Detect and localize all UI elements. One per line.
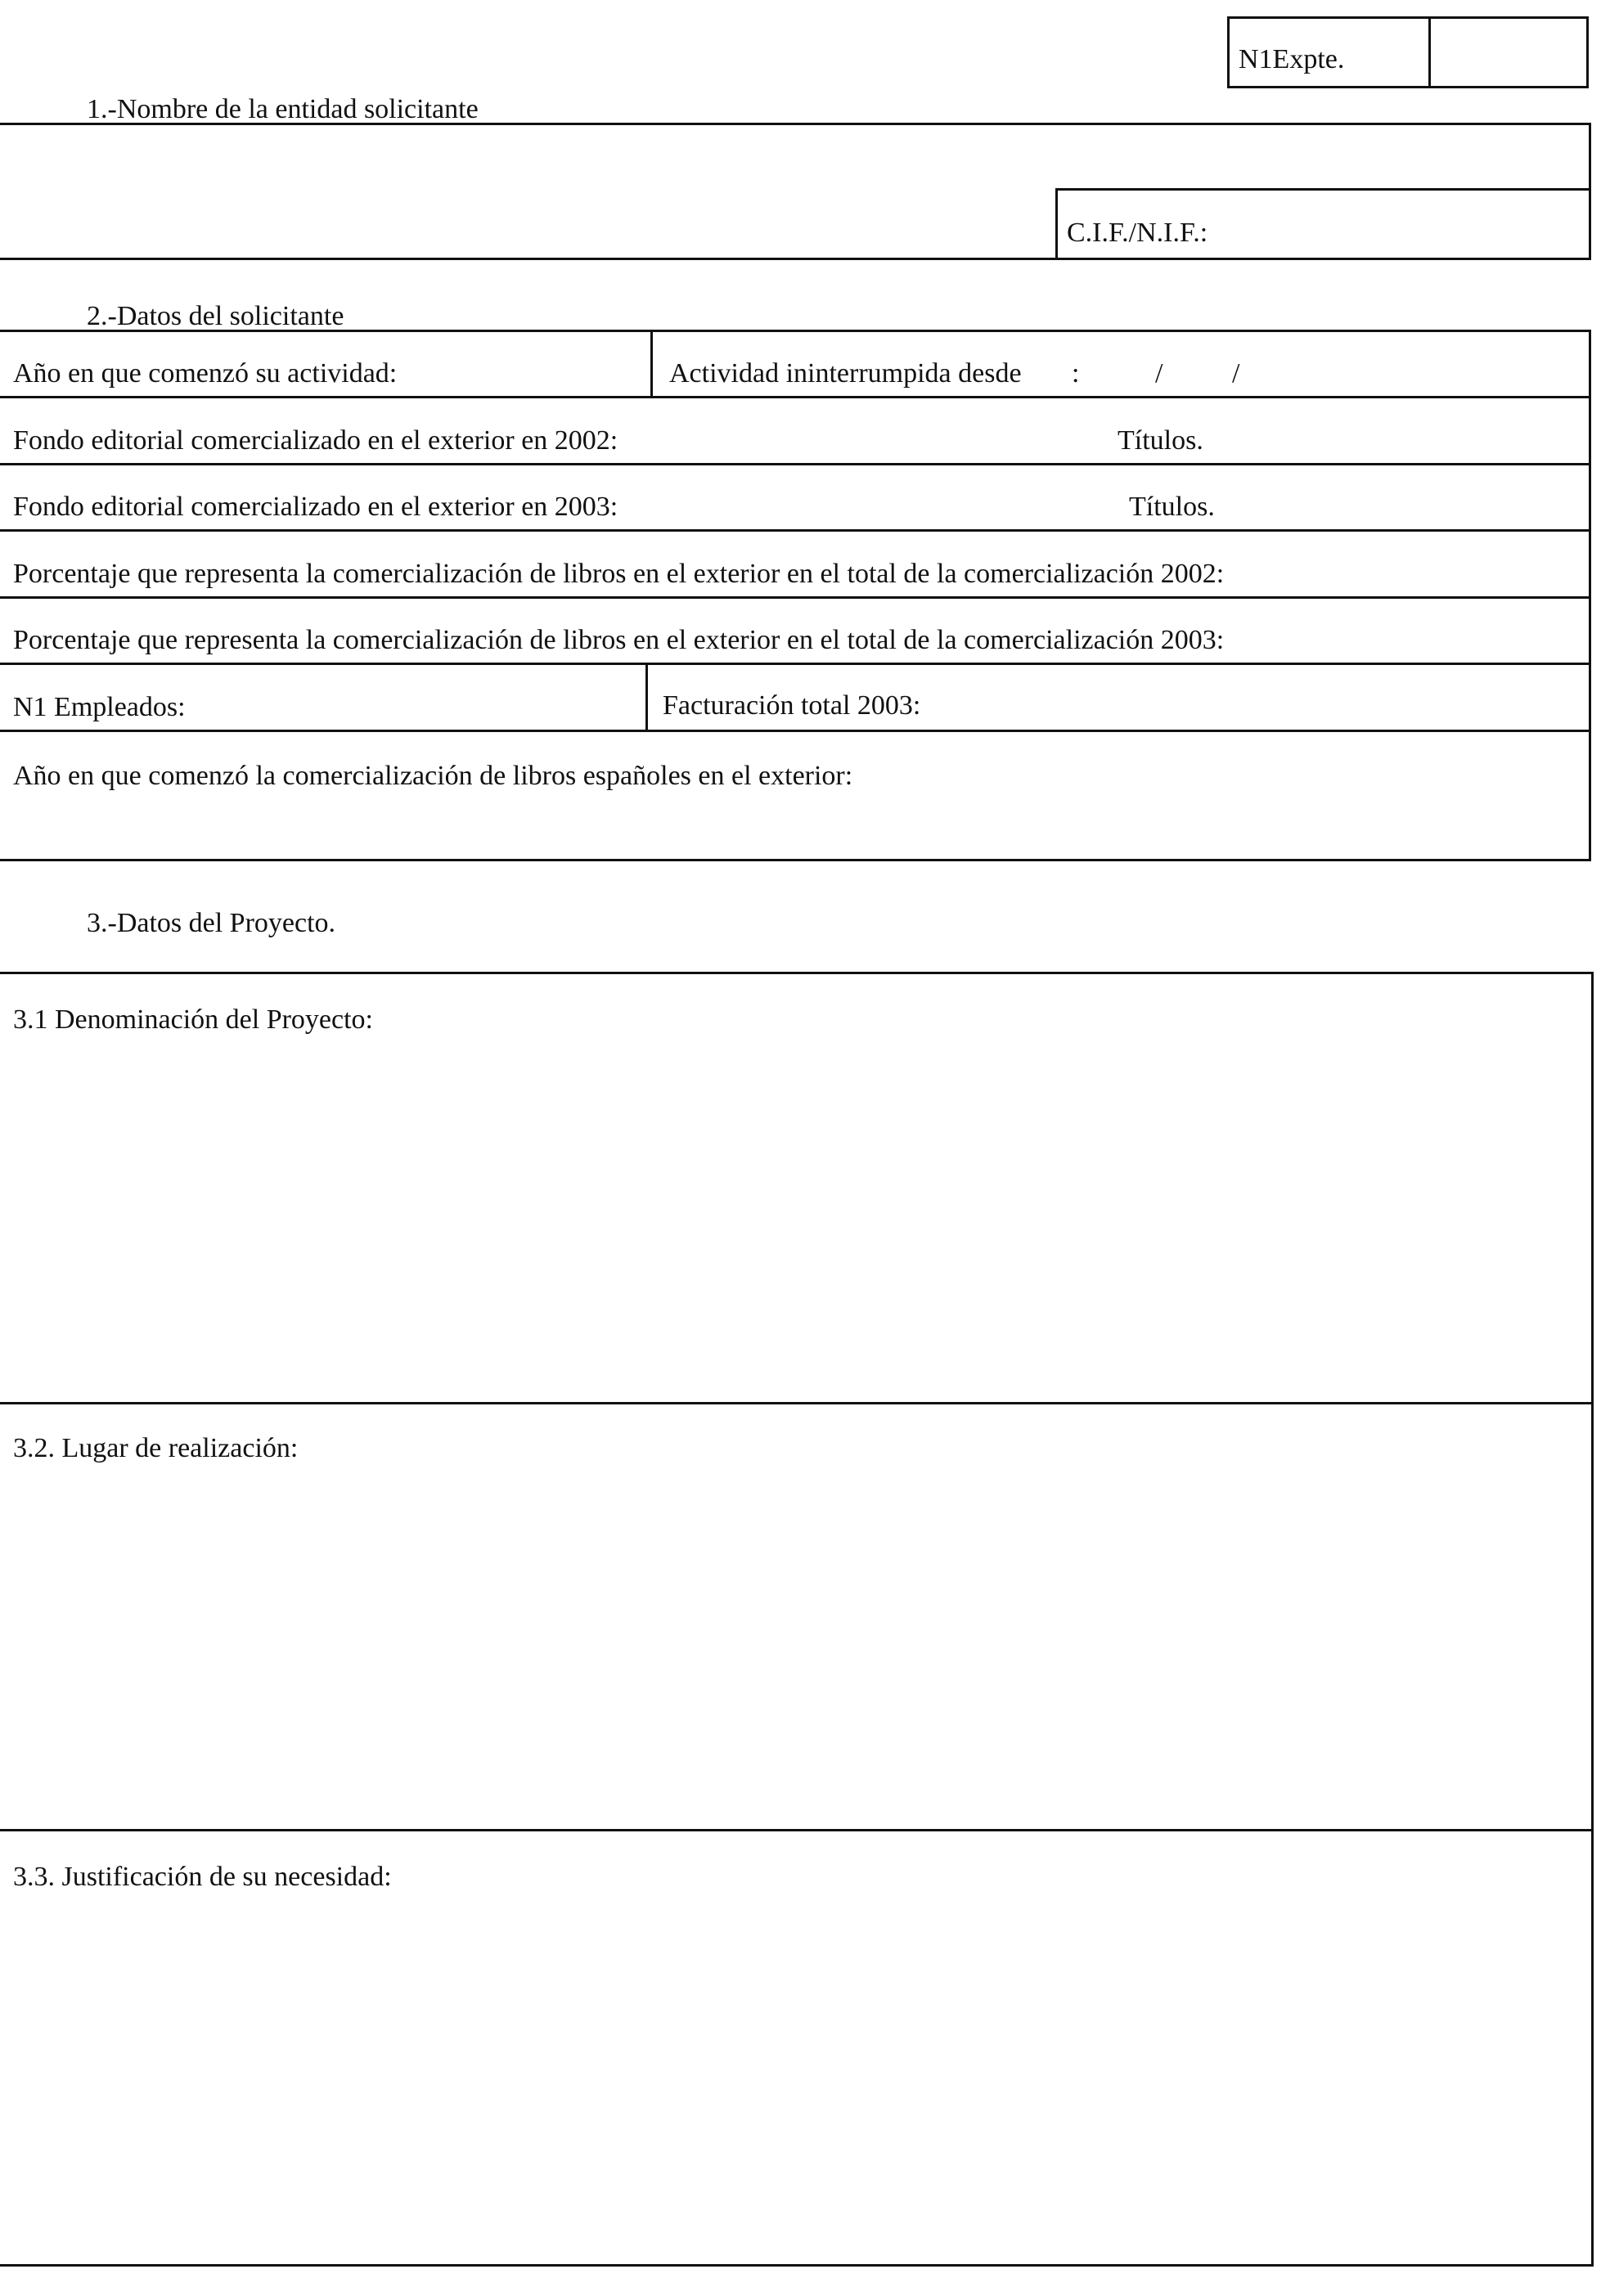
fondo-2003-label: Fondo editorial comercializado en el exterior en 2003:: [13, 492, 618, 522]
row-divider: [0, 596, 1591, 599]
project-justification-field[interactable]: [13, 1906, 1576, 2256]
fondo-2002-label: Fondo editorial comercializado en el exterior en 2002:: [13, 425, 618, 456]
project-name-label: 3.1 Denominación del Proyecto:: [13, 1004, 374, 1035]
project-location-field[interactable]: [13, 1476, 1576, 1818]
percentage-2003-label: Porcentaje que representa la comercialización de libros en el exterior en el total de la comercialización 2003:: [13, 625, 1225, 655]
date-separator: /: [1155, 358, 1163, 389]
expediente-label: N1Expte.: [1239, 44, 1345, 74]
export-start-year-label: Año en que comenzó la comercialización de libros españoles en el exterior:: [13, 761, 853, 791]
row-divider: [0, 396, 1591, 398]
row-divider: [0, 463, 1591, 465]
uninterrupted-activity-label: Actividad ininterrumpida desde: [669, 358, 1022, 389]
column-divider: [650, 330, 653, 396]
row-divider: [0, 730, 1591, 732]
row-divider: [0, 529, 1591, 532]
section-2-title: 2.-Datos del solicitante: [87, 301, 344, 331]
fondo-2002-field[interactable]: [695, 401, 1104, 458]
cif-field[interactable]: [1252, 193, 1579, 255]
row-divider: [0, 1402, 1594, 1404]
project-justification-label: 3.3. Justificación de su necesidad:: [13, 1862, 392, 1892]
percentage-2003-field[interactable]: [1374, 601, 1581, 658]
cif-top-border: [1055, 188, 1589, 191]
cif-label: C.I.F./N.I.F.:: [1067, 218, 1208, 248]
total-revenue-label: Facturación total 2003:: [663, 690, 921, 721]
expediente-divider: [1428, 16, 1431, 88]
section-1-title: 1.-Nombre de la entidad solicitante: [87, 94, 479, 124]
cif-left-border: [1055, 188, 1058, 260]
row-divider: [0, 1829, 1594, 1831]
uninterrupted-activity-colon: :: [1072, 358, 1080, 389]
date-separator: /: [1232, 358, 1240, 389]
start-year-field[interactable]: [458, 335, 645, 393]
total-revenue-field[interactable]: [957, 667, 1579, 725]
percentage-2002-label: Porcentaje que representa la comercialización de libros en el exterior en el total de la comercialización 2002:: [13, 559, 1225, 589]
start-year-label: Año en que comenzó su actividad:: [13, 358, 398, 389]
column-divider: [645, 663, 648, 730]
row-divider: [0, 663, 1591, 665]
entity-name-field[interactable]: [8, 129, 1039, 252]
percentage-2002-field[interactable]: [1368, 534, 1581, 591]
fondo-2003-unit: Títulos.: [1129, 492, 1215, 522]
uninterrupted-date-field[interactable]: [1088, 335, 1579, 393]
export-start-year-field[interactable]: [13, 798, 1576, 855]
expediente-number-field[interactable]: [1433, 20, 1585, 85]
employees-field[interactable]: [213, 667, 638, 725]
section-3-title: 3.-Datos del Proyecto.: [87, 908, 336, 938]
fondo-2003-field[interactable]: [695, 468, 1104, 525]
project-location-label: 3.2. Lugar de realización:: [13, 1433, 299, 1463]
project-name-field[interactable]: [13, 1047, 1576, 1391]
employees-label: N1 Empleados:: [13, 692, 186, 722]
fondo-2002-unit: Títulos.: [1118, 425, 1203, 456]
